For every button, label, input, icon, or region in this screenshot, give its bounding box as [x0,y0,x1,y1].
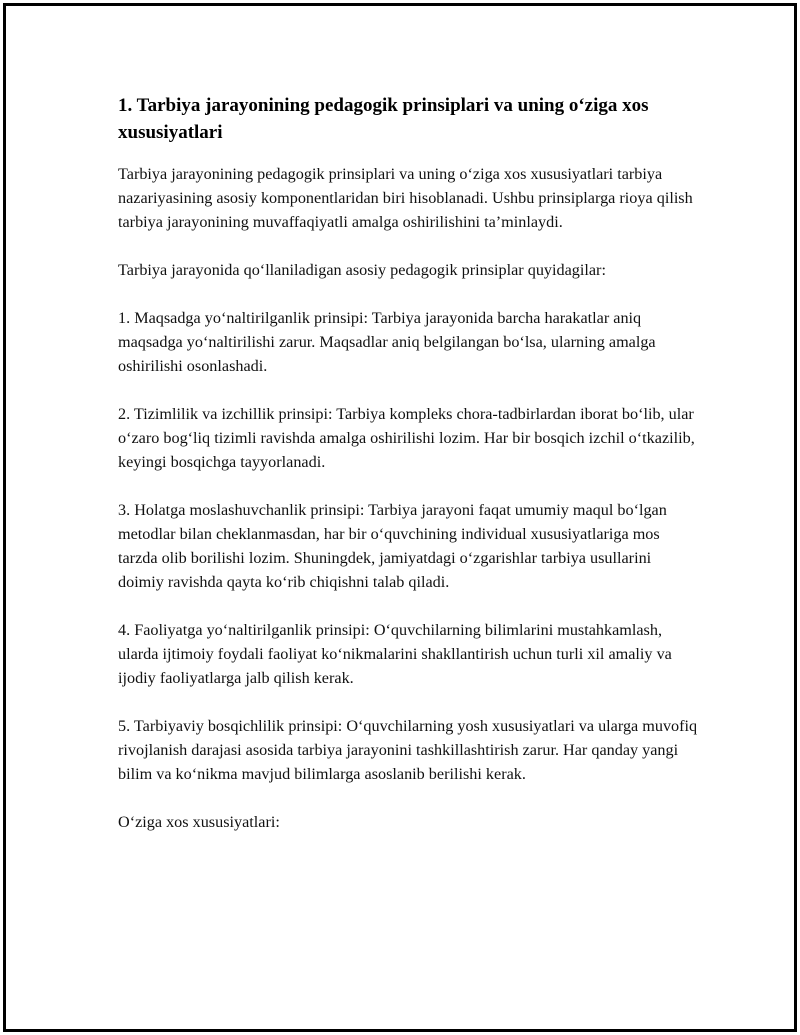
principle-5-paragraph: 5. Tarbiyaviy bosqichlilik prinsipi: O‘quvchilarning yosh xususiyatlari va ularga muvofiq rivojlanish darajasi asosida tarbiya jarayonini tashkillashtirish zarur. Har qanday yangi bilim va ko‘nikma mavjud bilimlarga asoslanib berilishi kerak. [118,717,698,783]
features-lead-paragraph: O‘ziga xos xususiyatlari: [118,813,280,831]
principle-2-paragraph: 2. Tizimlilik va izchillik prinsipi: Tarbiya kompleks chora-tadbirlardan iborat bo‘lib, ular o‘zaro bog‘liq tizimli ravishda amalga oshirilishi lozim. Har bir bosqich izchil o‘tkazilib, keyingi bosqichga tayyorlanadi. [118,405,695,471]
principle-3-paragraph: 3. Holatga moslashuvchanlik prinsipi: Tarbiya jarayoni faqat umumiy maqul bo‘lgan metodlar bilan cheklanmasdan, har bir o‘quvchining individual xususiyatlariga mos tarzda olib borilishi lozim. Shuningdek, jamiyatdagi o‘zgarishlar tarbiya usullarini doimiy ravishda qayta ko‘rib chiqishni talab qiladi. [118,501,667,591]
principle-1-paragraph: 1. Maqsadga yo‘naltirilganlik prinsipi: Tarbiya jarayonida barcha harakatlar aniq maqsadga yo‘naltirilishi zarur. Maqsadlar aniq belgilangan bo‘lsa, ularning amalga oshirilishi osonlashadi. [118,309,656,375]
intro-paragraph: Tarbiya jarayonining pedagogik prinsiplari va uning o‘ziga xos xususiyatlari tarbiya nazariyasining asosiy komponentlaridan biri hisoblanadi. Ushbu prinsiplarga rioya qilish tarbiya jarayonining muvaffaqiyatli amalga oshirilishini ta’minlaydi. [118,165,693,231]
principles-lead-paragraph: Tarbiya jarayonida qo‘llaniladigan asosiy pedagogik prinsiplar quyidagilar: [118,261,606,279]
section-heading: 1. Tarbiya jarayonining pedagogik prinsiplari va uning o‘ziga xos xususiyatlari [118,95,649,143]
document-body [118,92,698,858]
principle-4-paragraph: 4. Faoliyatga yo‘naltirilganlik prinsipi: O‘quvchilarning bilimlarini mustahkamlash, ularda ijtimoiy foydali faoliyat ko‘nikmalarini shakllantirish uchun turli xil amaliy va ijodiy faoliyatlarga jalb qilish kerak. [118,621,672,687]
